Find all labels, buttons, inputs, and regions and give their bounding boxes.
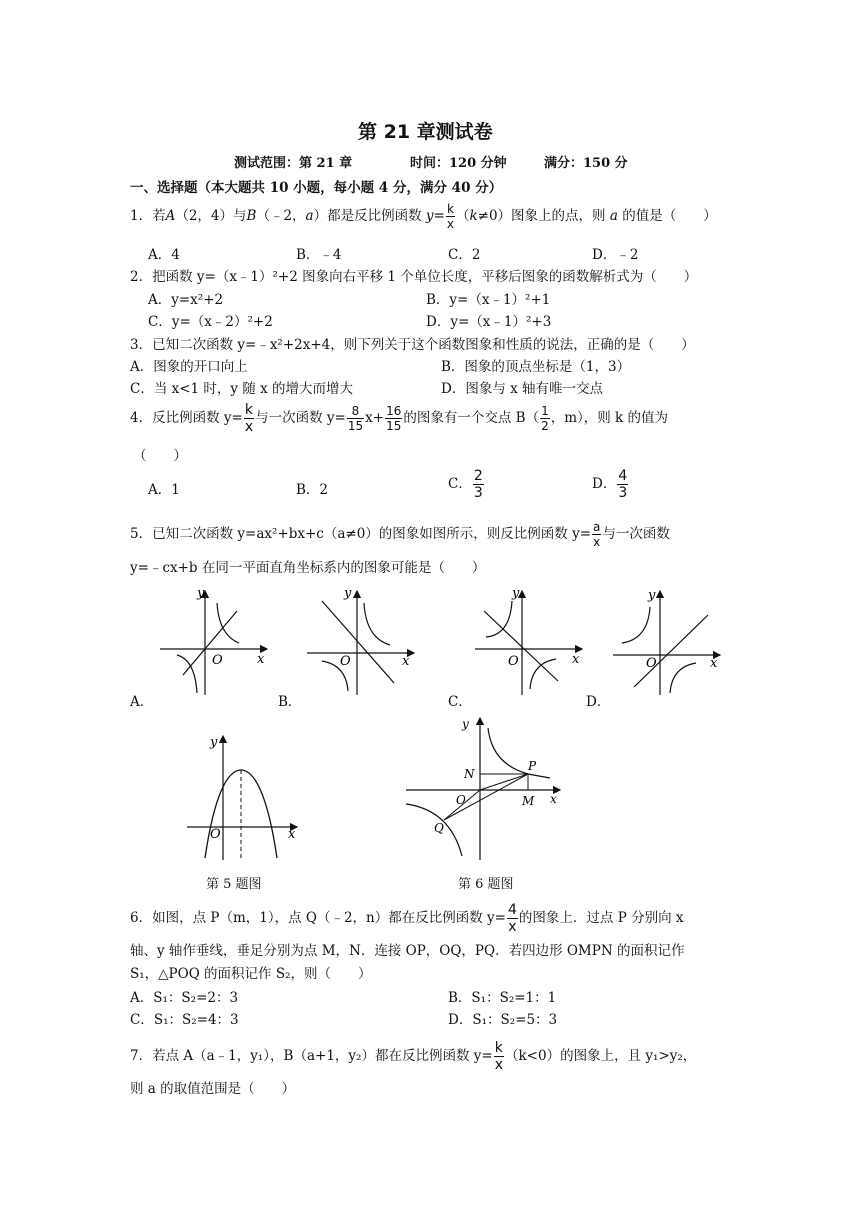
question-5-line2: y=﹣cx+b 在同一平面直角坐标系内的图象可能是（ ） <box>130 560 486 576</box>
svg-text:y: y <box>197 586 205 601</box>
svg-text:x: x <box>572 652 580 667</box>
svg-text:O: O <box>340 654 351 669</box>
q3-option-c: C．当 x<1 时，y 随 x 的增大而增大 <box>130 381 354 397</box>
q1-option-d: D．﹣2 <box>592 247 639 263</box>
svg-text:x: x <box>402 654 410 669</box>
question-6-line1: 6．如图，点 P（m，1），点 Q（﹣2，n）都在反比例函数 y= $\frac{4}{x}$ 的图象上．过点 P 分别向 x <box>130 902 684 935</box>
q5-label-a: A． <box>130 694 154 710</box>
question-2: 2．把函数 y=（x﹣1）²+2 图象向右平移 1 个单位长度，平移后图象的函数解析式为（ ） <box>130 269 698 285</box>
svg-text:y: y <box>344 586 352 601</box>
q5-label-d: D． <box>586 694 611 710</box>
q1-option-a: A．4 <box>148 247 180 263</box>
q3-option-d: D．图象与 x 轴有唯一交点 <box>441 381 604 397</box>
svg-text:O: O <box>456 793 466 807</box>
q6-option-c: C．S₁：S₂=4：3 <box>130 1012 239 1028</box>
q4-option-b: B．2 <box>296 482 329 498</box>
svg-text:M: M <box>522 794 535 808</box>
fig5-caption: 第 5 题图 <box>206 877 262 892</box>
question-3: 3．已知二次函数 y=﹣x²+2x+4，则下列关于这个函数图象和性质的说法，正确的是（ ） <box>130 337 695 353</box>
svg-text:x: x <box>288 827 296 842</box>
fig5-parabola <box>185 730 305 865</box>
q5-graph-c <box>470 583 590 698</box>
svg-text:O: O <box>508 654 519 669</box>
section-heading: 一、选择题（本大题共 10 小题，每小题 4 分，满分 40 分） <box>130 180 503 196</box>
question-6-line2: 轴、y 轴作垂线，垂足分别为点 M，N．连接 OP，OQ，PQ．若四边形 OMPN 的面积记作 <box>130 943 685 959</box>
q3-option-a: A．图象的开口向上 <box>130 359 248 375</box>
svg-text:O: O <box>212 653 223 668</box>
svg-text:P: P <box>528 759 537 773</box>
q2-option-d: D．y=（x﹣1）²+3 <box>426 314 552 330</box>
question-7-line2: 则 a 的取值范围是（ ） <box>130 1081 296 1097</box>
q1-option-b: B．﹣4 <box>296 247 342 263</box>
svg-text:y: y <box>210 735 218 750</box>
question-6-line3: S₁，△POQ 的面积记作 S₂，则（ ） <box>130 966 372 982</box>
question-4: 4．反比例函数 y= $\frac{k}{x}$ 与一次函数 y= $\frac{8}{15}$ x+ $\frac{16}{15}$ 的图象有一个交点 B（ $\frac{1}{2}$ ，m），则 k 的值为 <box>130 402 669 435</box>
svg-text:y: y <box>512 586 520 601</box>
svg-text:Q: Q <box>434 821 444 835</box>
svg-text:x: x <box>257 652 265 667</box>
q2-option-a: A．y=x²+2 <box>148 292 224 308</box>
question-1: 1．若A（2，4）与B（﹣2，a）都是反比例函数 y= $\frac{k}{x}$ （k≠0）图象上的点，则 a 的值是（ ） <box>130 202 717 231</box>
q5-label-b: B． <box>278 694 302 710</box>
question-7-line1: 7．若点 A（a﹣1，y₁），B（a+1，y₂）都在反比例函数 y= $\frac{k}{x}$ （k<0）的图象上，且 y₁>y₂， <box>130 1040 697 1073</box>
fig6-hyperbola <box>400 714 570 864</box>
test-scope: 测试范围：第 21 章 <box>234 156 353 171</box>
svg-text:N: N <box>464 767 475 781</box>
q4-paren: （ ） <box>133 448 187 464</box>
svg-text:O: O <box>210 827 221 842</box>
svg-text:x: x <box>710 656 718 671</box>
q3-option-b: B．图象的顶点坐标是（1，3） <box>441 359 631 375</box>
test-time: 时间：120 分钟 <box>410 156 507 171</box>
q5-graph-b <box>302 583 422 698</box>
q6-option-d: D．S₁：S₂=5：3 <box>448 1012 558 1028</box>
question-5-line1: 5．已知二次函数 y=ax²+bx+c（a≠0）的图象如图所示，则反比例函数 y= $\frac{a}{x}$ 与一次函数 <box>130 520 670 549</box>
svg-text:x: x <box>550 792 557 806</box>
q5-graph-a <box>155 583 275 698</box>
q4-option-c: C． $\frac{2}{3}$ <box>448 468 483 501</box>
q6-option-a: A．S₁：S₂=2：3 <box>130 990 239 1006</box>
page-title: 第 21 章测试卷 <box>358 121 493 143</box>
q4-option-a: A．1 <box>148 482 180 498</box>
q4-option-d: D． $\frac{4}{3}$ <box>592 468 628 501</box>
fig6-caption: 第 6 题图 <box>458 877 514 892</box>
q2-option-c: C．y=（x﹣2）²+2 <box>148 314 273 330</box>
q1-option-c: C．2 <box>448 247 481 263</box>
q2-option-b: B．y=（x﹣1）²+1 <box>426 292 551 308</box>
test-score: 满分：150 分 <box>544 156 628 171</box>
svg-text:O: O <box>646 656 657 671</box>
q6-option-b: B．S₁：S₂=1：1 <box>448 990 557 1006</box>
q5-graph-d <box>608 583 728 698</box>
q5-label-c: C． <box>448 694 472 710</box>
svg-text:y: y <box>462 717 469 731</box>
svg-text:y: y <box>648 588 656 603</box>
